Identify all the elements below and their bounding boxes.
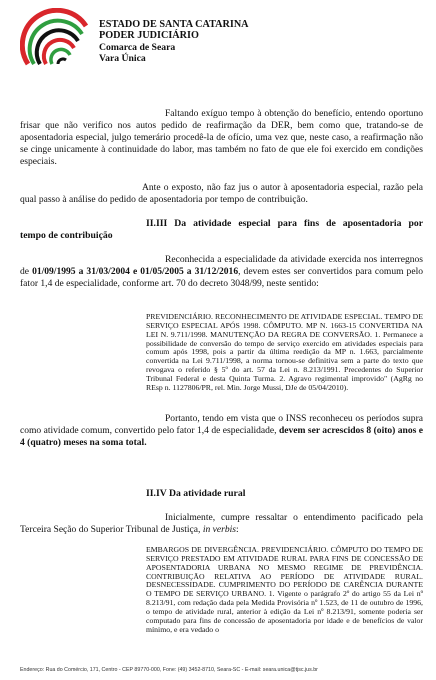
paragraph-text: Ante o exposto, não faz jus o autor à aposentadoria especial, razão pela qual passo à análise do pedido de aposentadoria por tempo de contribuição. [20, 182, 423, 205]
periods-bold: 01/09/1995 a 31/03/2004 e 01/05/2005 a 31/12/2016 [32, 266, 239, 277]
tjsc-logo [20, 8, 92, 68]
citation-stj-2: EMBARGOS DE DIVERGÊNCIA. PREVIDENCIÁRIO. CÔMPUTO DO TEMPO DE SERVIÇO PRESTADO EM ATIVIDADE RURAL PARA FINS DE CONCESSÃO DE APOSENTADORIA URBANA NO MESMO REGIME DE PREVIDÊNCIA. CONTRIBUIÇÃO RELATIVA AO PERÍODO DE ATIVIDADE RURAL. DESNECESSIDADE. CUMPRIMENTO DO PERÍODO DE CARÊNCIA DURANTE O TEMPO DE SERVIÇO URBANO. 1. Vigente o parágrafo 2º do artigo 55 da Lei nº 8.213/91, com redação dada pela Medida Provisória nº 1.523, de 11 de outubro de 1996, o tempo de atividade rural, anterior à edição da Lei nº 8.213/91, somente poderia ser computado para fins de concessão de aposentadoria por idade e de benefícios de valor mínimo, e era vedado o [146, 545, 423, 634]
section-heading-atividade-especial-cont: tempo de contribuição [20, 230, 113, 241]
citation-stj-1: PREVIDENCIÁRIO. RECONHECIMENTO DE ATIVIDADE ESPECIAL. TEMPO DE SERVIÇO ESPECIAL APÓS 1998. CÔMPUTO. MP N. 1663-15 CONVERTIDA NA LEI N. 9.711/1998. MANUTENÇÃO DA REGRA DE CONVERSÃO. 1. Permanece a possibilidade de conversão do tempo de serviço exercido em atividades especiais para comum após 1998, pois a partir da última reedição da MP n. 1.663, parcialmente convertida na Lei 9.711/1998, a norma tornou-se definitiva sem a parte do texto que revogava o referido § 5º do art. 57 da Lei n. 8.213/1991. Precedentes do Superior Tribunal Federal e desta Quinta Turma. 2. Agravo regimental improvido" (AgRg no REsp n. 1127806/PR, rel. Min. Jorge Mussi, DJe de 05/04/2010). [146, 312, 423, 392]
in-verbis-italic: in verbis [202, 524, 236, 535]
header-state: ESTADO DE SANTA CATARINA [99, 19, 249, 30]
section-heading-atividade-rural: II.IV Da atividade rural [146, 488, 246, 499]
paragraph-reafirmacao [20, 108, 423, 168]
footer-address: Endereço: Rua do Comércio, 171, Centro - CEP 89770-000, Fone: (49) 3452-8710, Seara-SC - E-mail: seara.unica@tjsc.jus.br [20, 667, 318, 673]
header-district: Comarca de Seara [99, 41, 176, 53]
paragraph-text: Faltando exíguo tempo à obtenção do benefício, entendo oportuno frisar que não verifico nos autos pedido de reafirmação da DER, bem como que, tratando-se de aposentadoria especial, julgo temerário procedê-la de ofício, uma vez que, neste caso, a reafirmação não se cinge unicamente à continuidade do labor, mas também no fato de que ele foi exercido em condições especiais. [20, 108, 423, 167]
logo-arc-black-inner [58, 59, 66, 64]
section-heading-atividade-especial: II.III Da atividade especial para fins de aposentadoria por [146, 218, 423, 229]
paragraph-conversao: Portanto, tendo em vista que o INSS reconheceu os períodos supra como atividade comum, convertido pelo fator 1,4 de especialidade, devem ser acrescidos 8 (oito) anos e 4 (quatro) meses na soma total. [20, 413, 423, 448]
logo-arc-green-inner [51, 49, 70, 64]
paragraph-especialidade: Reconhecida a especialidade da atividade exercida nos interregnos de 01/09/1995 a 31/03/2004 e 01/05/2005 a 31/12/2016, devem estes ser convertidos para comum pelo fator 1,4 de especialidade, conforme art. 70 do decreto 3048/99, neste sentido: [20, 254, 423, 289]
conversion-result-bold: devem ser acrescidos 8 (oito) anos e 4 (quatro) meses na soma total. [20, 425, 423, 448]
header-court: Vara Única [99, 52, 146, 64]
court-header [99, 19, 249, 64]
paragraph-conclusao [20, 182, 423, 206]
paragraph-entendimento: Inicialmente, cumpre ressaltar o entendimento pacificado pela Terceira Seção do Superior Tribunal de Justiça, in verbis: [20, 512, 423, 535]
header-power: PODER JUDICIÁRIO [99, 30, 199, 42]
